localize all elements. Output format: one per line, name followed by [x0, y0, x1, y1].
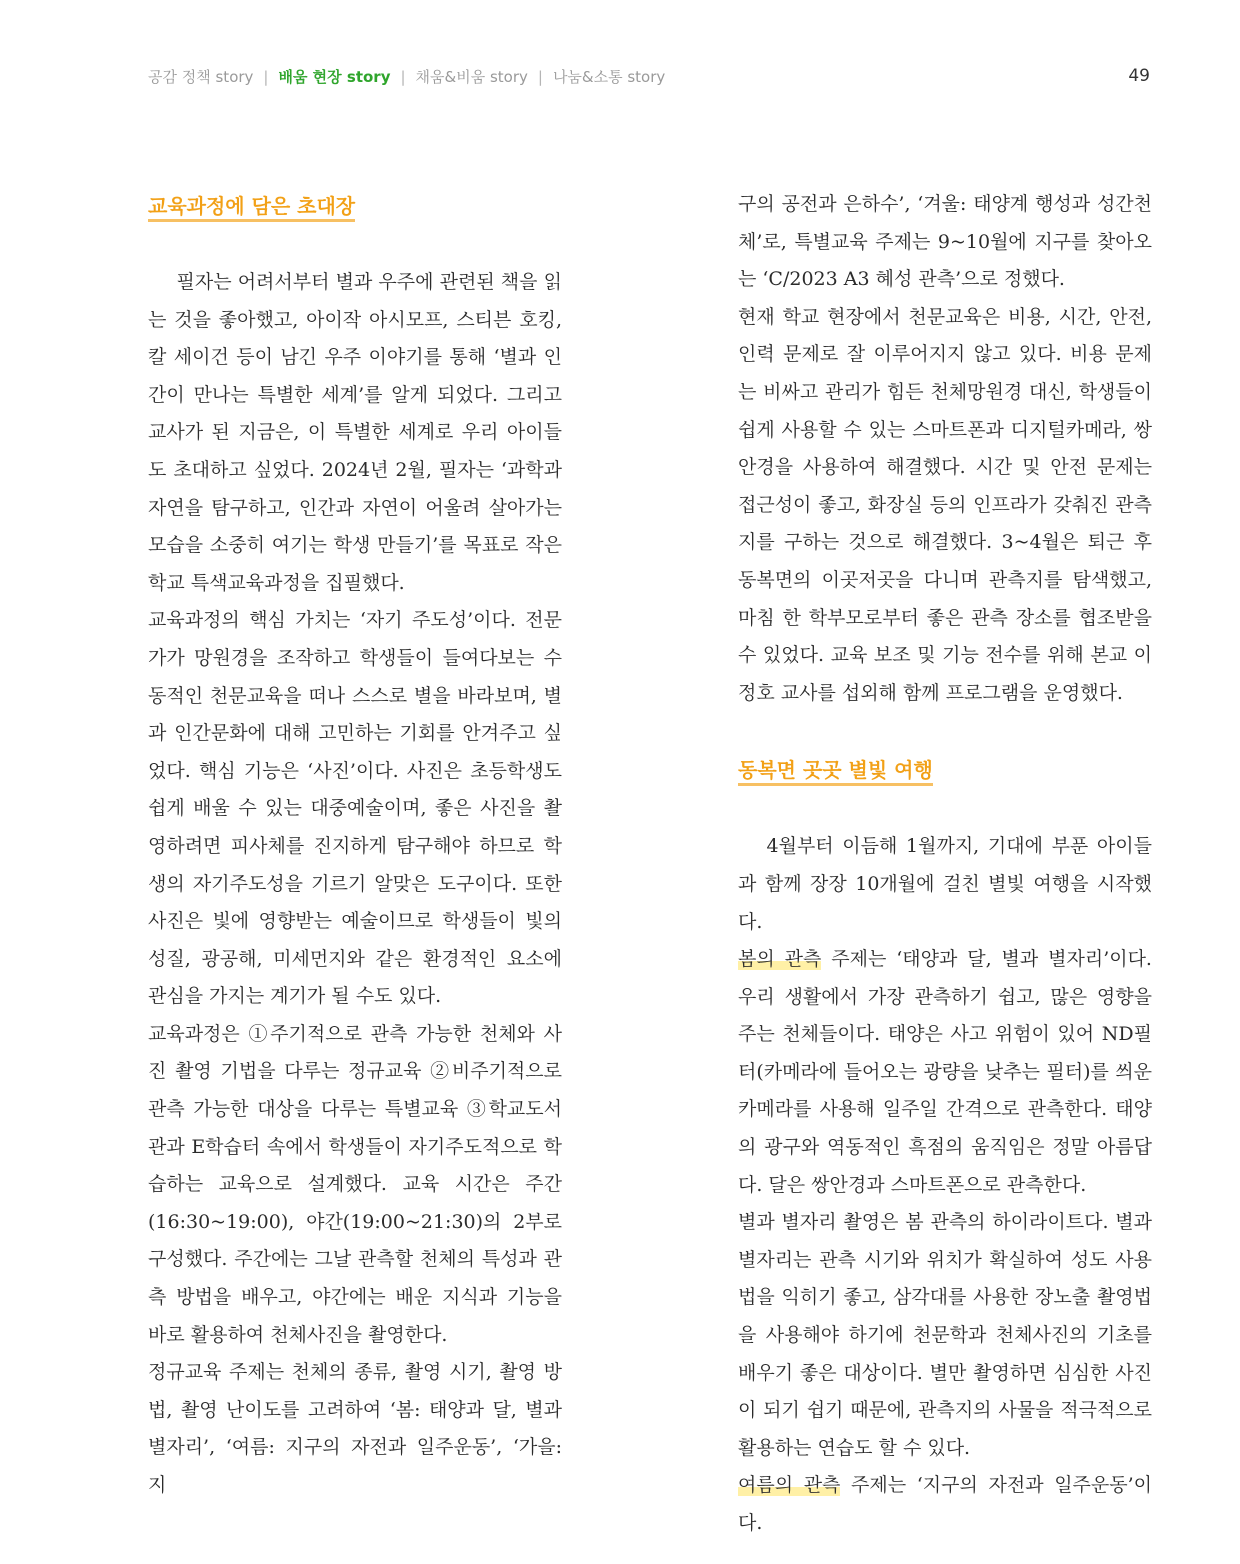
paragraph: 현재 학교 현장에서 천문교육은 비용, 시간, 안전, 인력 문제로 잘 이루어지지 않고 있다. 비용 문제는 비싸고 관리가 힘든 천체망원경 대신, 학생들이 쉽게 사용할 수 있는 스마트폰과 디지털카메라, 쌍안경을 사용하여 해결했다. 시간 및 안전 문제는 접근성이 좋고, 화장실 등의 인프라가 갖춰진 관측지를 구하는 것으로 해결했다. 3~4월은 퇴근 후 동복면의 이곳저곳을 다니며 관측지를 탐색했고, 마침 한 학부모로부터 좋은 관측 장소를 협조받을 수 있었다. 교육 보조 및 기능 전수를 위해 본교 이정호 교사를 섭외해 함께 프로그램을 운영했다.: [738, 305, 1152, 704]
nav-separator: |: [400, 67, 406, 86]
paragraph: 교육과정은 ①주기적으로 관측 가능한 천체와 사진 촬영 기법을 다루는 정규교육 ②비주기적으로 관측 가능한 대상을 다루는 특별교육 ③학교도서관과 E학습터 속에서 학생들이 자기주도적으로 학습하는 교육으로 설계했다. 교육 시간은 주간(16:30~19:00), 야간(19:00~21:30)의 2부로 구성했다. 주간에는 그날 관측할 천체의 특성과 관측 방법을 배우고, 야간에는 배운 지식과 기능을 바로 활용하여 천체사진을 촬영한다.: [148, 1022, 562, 1346]
nav-separator: |: [537, 67, 543, 86]
paragraph: 4월부터 이듬해 1월까지, 기대에 부푼 아이들과 함께 장장 10개월에 걸친 별빛 여행을 시작했다.: [738, 835, 1152, 933]
nav-item-fill-empty-story[interactable]: 채움&비움 story: [415, 68, 528, 86]
right-column: [738, 186, 1152, 1543]
page-number: 49: [1128, 66, 1150, 86]
paragraph: 필자는 어려서부터 별과 우주에 관련된 책을 읽는 것을 좋아했고, 아이작 아시모프, 스티븐 호킹, 칼 세이건 등이 남긴 우주 이야기를 통해 ‘별과 인간이 만나는 특별한 세계’를 알게 되었다. 그리고 교사가 된 지금은, 이 특별한 세계로 우리 아이들도 초대하고 싶었다. 2024년 2월, 필자는 ‘과학과 자연을 탐구하고, 인간과 자연이 어울려 살아가는 모습을 소중히 여기는 학생 만들기’를 목표로 작은 학교 특색교육과정을 집필했다.: [148, 271, 562, 594]
highlight-spring-label: 봄의 관측: [738, 948, 822, 971]
paragraph-spring: 봄의 관측 주제는 ‘태양과 달, 별과 별자리’이다. 우리 생활에서 가장 관측하기 쉽고, 많은 영향을 주는 천체들이다. 태양은 사고 위험이 있어 ND필터(카메라에 들어오는 광량을 낮추는 필터)를 씌운 카메라를 사용해 일주일 간격으로 관측한다. 태양의 광구와 역동적인 흑점의 움직임은 정말 아름답다. 달은 쌍안경과 스마트폰으로 관측한다.: [738, 948, 1152, 1196]
nav-item-policy-story[interactable]: 공감 정책 story: [148, 68, 254, 86]
left-column: [148, 186, 562, 1505]
section-nav: [148, 66, 1150, 87]
section-heading-starlight-trip: 동복면 곳곳 별빛 여행: [738, 750, 1152, 790]
highlight-summer-label: 여름의 관측: [738, 1474, 841, 1497]
paragraph-summer: 여름의 관측 주제는 ‘지구의 자전과 일주운동’이다.: [738, 1474, 1153, 1534]
paragraph: 교육과정의 핵심 가치는 ‘자기 주도성’이다. 전문가가 망원경을 조작하고 학생들이 들여다보는 수동적인 천문교육을 떠나 스스로 별을 바라보며, 별과 인간문화에 대해 고민하는 기회를 안겨주고 싶었다. 핵심 기능은 ‘사진’이다. 사진은 초등학생도 쉽게 배울 수 있는 대중예술이며, 좋은 사진을 촬영하려면 피사체를 진지하게 탐구해야 하므로 학생의 자기주도성을 기르기 알맞은 도구이다. 또한 사진은 빛에 영향받는 예술이므로 학생들이 빛의 성질, 광공해, 미세먼지와 같은 환경적인 요소에 관심을 가지는 계기가 될 수도 있다.: [148, 609, 562, 1008]
section-heading-curriculum: 교육과정에 담은 초대장: [148, 186, 562, 226]
paragraph: 구의 공전과 은하수’, ‘겨울: 태양계 행성과 성간천체’로, 특별교육 주제는 9~10월에 지구를 찾아오는 ‘C/2023 A3 혜성 관측’으로 정했다.: [738, 193, 1152, 291]
paragraph: 별과 별자리 촬영은 봄 관측의 하이라이트다. 별과 별자리는 관측 시기와 위치가 확실하여 성도 사용법을 익히기 좋고, 삼각대를 사용한 장노출 촬영법을 사용해야 하기에 천문학과 천체사진의 기초를 배우기 좋은 대상이다. 별만 촬영하면 심심한 사진이 되기 쉽기 때문에, 관측지의 사물을 적극적으로 활용하는 연습도 할 수 있다.: [738, 1211, 1152, 1459]
paragraph: 정규교육 주제는 천체의 종류, 촬영 시기, 촬영 방법, 촬영 난이도를 고려하여 ‘봄: 태양과 달, 별과 별자리’, ‘여름: 지구의 자전과 일주운동’, ‘가을: 지: [148, 1361, 562, 1496]
nav-item-sharing-story[interactable]: 나눔&소통 story: [552, 68, 666, 86]
page-header: [148, 66, 1150, 92]
nav-separator: |: [263, 67, 269, 86]
nav-item-learning-story[interactable]: 배움 현장 story: [278, 68, 391, 86]
